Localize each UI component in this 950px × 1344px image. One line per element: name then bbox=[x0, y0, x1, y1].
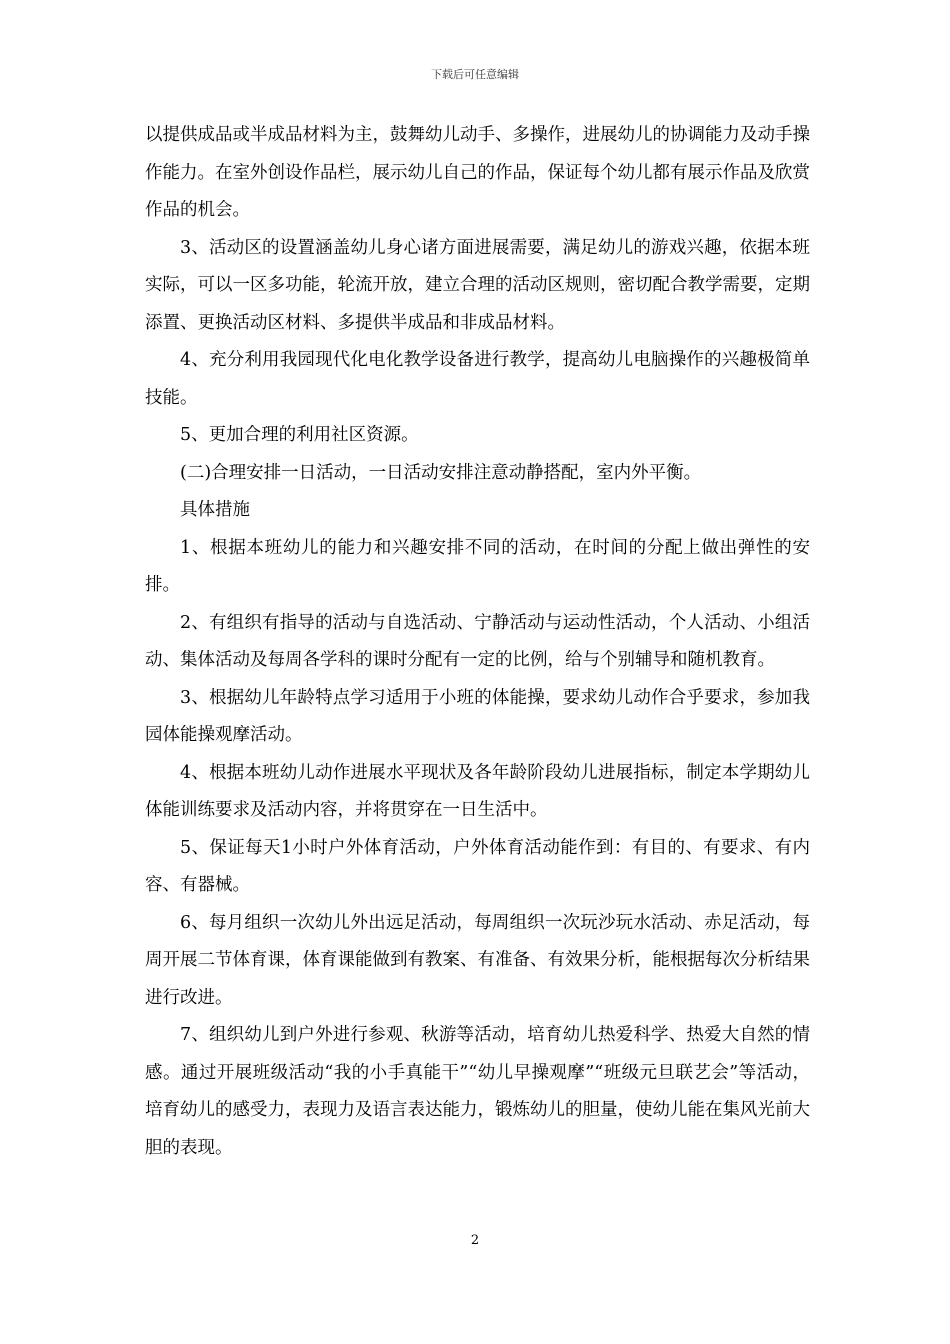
paragraph: 7、组织幼儿到户外进行参观、秋游等活动，培育幼儿热爱科学、热爱大自然的情感。通过开展班级活动“我的小手真能干”“幼儿早操观摩”“班级元旦联艺会”等活动，培育幼儿的感受力，表现力及语言表达能力，锻炼幼儿的胆量，使幼儿能在集风光前大胆的表现。 bbox=[145, 1025, 810, 1158]
page-header: 下载后可任意编辑 bbox=[431, 68, 519, 81]
paragraph: 以提供成品或半成品材料为主，鼓舞幼儿动手、多操作，进展幼儿的协调能力及动手操作能力。在室外创设作品栏，展示幼儿自己的作品，保证每个幼儿都有展示作品及欣赏作品的机会。 bbox=[145, 125, 810, 220]
paragraph: 4、充分利用我园现代化电化教学设备进行教学，提高幼儿电脑操作的兴趣极简单技能。 bbox=[145, 350, 810, 408]
section-heading: (二)合理安排一日活动，一日活动安排注意动静搭配，室内外平衡。 bbox=[180, 462, 702, 483]
paragraph: 5、保证每天1小时户外体育活动，户外体育活动能作到：有目的、有要求、有内容、有器械。 bbox=[145, 837, 810, 895]
subheading: 具体措施 bbox=[180, 500, 250, 520]
paragraph: 4、根据本班幼儿动作进展水平现状及各年龄阶段幼儿进展指标，制定本学期幼儿体能训练要求及活动内容，并将贯穿在一日生活中。 bbox=[145, 762, 810, 820]
paragraph: 6、每月组织一次幼儿外出远足活动，每周组织一次玩沙玩水活动、赤足活动，每周开展二节体育课，体育课能做到有教案、有准备、有效果分析，能根据每次分析结果进行改进。 bbox=[145, 912, 810, 1008]
document-body bbox=[145, 117, 810, 1167]
paragraph: 3、根据幼儿年龄特点学习适用于小班的体能操，要求幼儿动作合乎要求，参加我园体能操观摩活动。 bbox=[145, 687, 810, 745]
page-number: 2 bbox=[470, 1233, 480, 1248]
paragraph: 1、根据本班幼儿的能力和兴趣安排不同的活动，在时间的分配上做出弹性的安排。 bbox=[145, 537, 810, 595]
paragraph: 2、有组织有指导的活动与自选活动、宁静活动与运动性活动，个人活动、小组活动、集体活动及每周各学科的课时分配有一定的比例，给与个别辅导和随机教育。 bbox=[145, 612, 810, 670]
paragraph: 5、更加合理的利用社区资源。 bbox=[180, 425, 419, 445]
paragraph: 3、活动区的设置涵盖幼儿身心诸方面进展需要，满足幼儿的游戏兴趣，依据本班实际，可以一区多功能，轮流开放，建立合理的活动区规则，密切配合教学需要，定期添置、更换活动区材料、多提供半成品和非成品材料。 bbox=[145, 237, 810, 333]
